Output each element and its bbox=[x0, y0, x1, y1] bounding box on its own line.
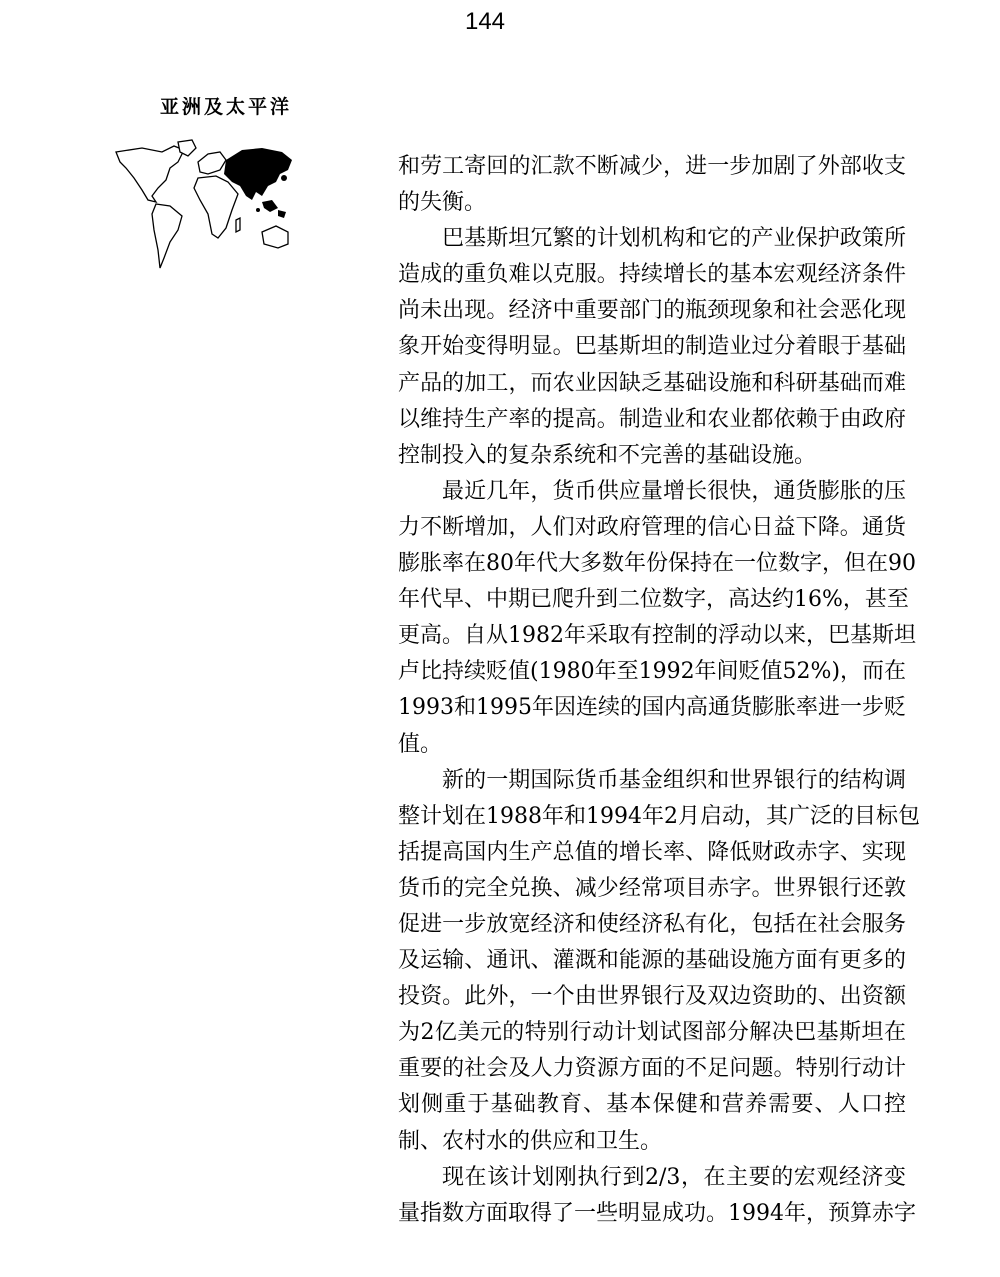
text-line: 值。 bbox=[398, 731, 443, 757]
text-line: 控制投入的复杂系统和不完善的基础设施。 bbox=[398, 442, 817, 468]
text-line: 产品的加工，而农业因缺乏基础设施和科研基础而难 bbox=[398, 370, 906, 396]
text-line: 现在该计划刚执行到2/3，在主要的宏观经济变 bbox=[442, 1164, 906, 1190]
section-title: 亚洲及太平洋 bbox=[160, 96, 293, 118]
text-line: 巴基斯坦冗繁的计划机构和它的产业保护政策所 bbox=[442, 226, 906, 252]
text-line: 更高。自从1982年采取有控制的浮动以来，巴基斯坦 bbox=[398, 623, 916, 649]
text-line: 及运输、通讯、灌溉和能源的基础设施方面有更多的 bbox=[398, 948, 906, 974]
text-line: 年代早、中期已爬升到二位数字，高达约16%，甚至 bbox=[398, 587, 909, 613]
world-map-icon bbox=[112, 138, 294, 274]
text-line: 以维持生产率的提高。制造业和农业都依赖于由政府 bbox=[398, 406, 906, 432]
text-line: 造成的重负难以克服。持续增长的基本宏观经济条件 bbox=[398, 262, 906, 288]
text-line: 力不断增加，人们对政府管理的信心日益下降。通货 bbox=[398, 514, 906, 540]
text-line: 新的一期国际货币基金组织和世界银行的结构调 bbox=[442, 767, 906, 793]
text-line: 括提高国内生产总值的增长率、降低财政赤字、实现 bbox=[398, 839, 906, 865]
text-line: 为2亿美元的特别行动计划试图部分解决巴基斯坦在 bbox=[398, 1020, 906, 1046]
body-text bbox=[398, 149, 920, 1232]
text-line: 的失衡。 bbox=[398, 190, 487, 216]
text-line: 整计划在1988年和1994年2月启动，其广泛的目标包 bbox=[398, 803, 920, 829]
page-number: 144 bbox=[464, 8, 506, 35]
text-line: 划侧重于基础教育、基本保健和营养需要、人口控 bbox=[398, 1092, 906, 1118]
text-line: 重要的社会及人力资源方面的不足问题。特别行动计 bbox=[398, 1056, 906, 1082]
text-line: 1993和1995年因连续的国内高通货膨胀率进一步贬 bbox=[398, 695, 906, 721]
text-line: 投资。此外，一个由世界银行及双边资助的、出资额 bbox=[398, 984, 906, 1010]
text-line: 和劳工寄回的汇款不断减少，进一步加剧了外部收支 bbox=[398, 154, 906, 179]
text-line: 尚未出现。经济中重要部门的瓶颈现象和社会恶化现 bbox=[398, 298, 906, 324]
text-line: 象开始变得明显。巴基斯坦的制造业过分着眼于基础 bbox=[398, 334, 906, 360]
text-line: 制、农村水的供应和卫生。 bbox=[398, 1128, 663, 1154]
text-line: 卢比持续贬值(1980年至1992年间贬值52%)，而在 bbox=[398, 659, 907, 685]
text-line: 最近几年，货币供应量增长很快，通货膨胀的压 bbox=[442, 478, 906, 504]
text-line: 货币的完全兑换、减少经常项目赤字。世界银行还敦 bbox=[398, 875, 906, 901]
text-line: 促进一步放宽经济和使经济私有化，包括在社会服务 bbox=[398, 911, 906, 937]
text-line: 量指数方面取得了一些明显成功。1994年，预算赤字 bbox=[398, 1200, 916, 1226]
text-line: 膨胀率在80年代大多数年份保持在一位数字，但在90 bbox=[398, 551, 916, 577]
